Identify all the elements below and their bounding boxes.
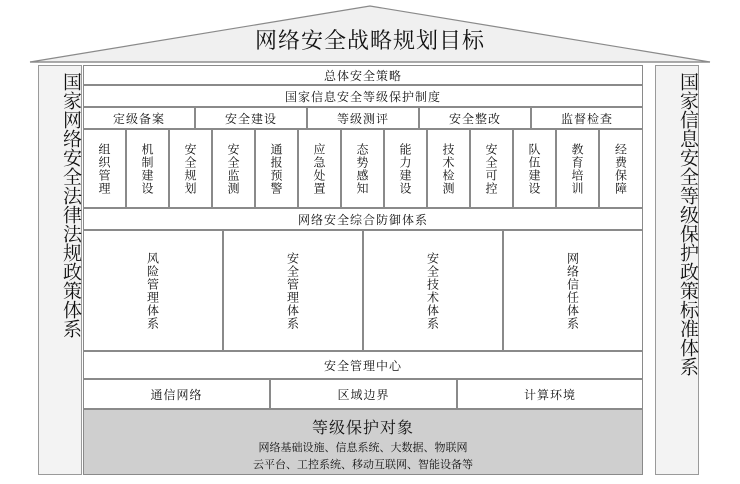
measure-label: 教育培训 bbox=[570, 142, 584, 195]
left-pillar-label: 国家网络安全法律法规政策体系 bbox=[60, 72, 82, 338]
subsystem-label: 安全技术体系 bbox=[425, 251, 440, 330]
measure-label: 应急处置 bbox=[312, 142, 326, 195]
right-pillar-label: 国家信息安全等级保护政策标准体系 bbox=[677, 72, 699, 376]
measure-label: 队伍建设 bbox=[527, 142, 541, 195]
protection-system: 国家信息安全等级保护制度 bbox=[83, 85, 643, 107]
subsystem-label: 网络信任体系 bbox=[565, 251, 580, 330]
measure-item bbox=[83, 129, 126, 208]
protected-objects-title: 等级保护对象 bbox=[311, 418, 414, 437]
overall-strategy: 总体安全策略 bbox=[83, 65, 643, 85]
subsystem-label: 安全管理体系 bbox=[285, 251, 300, 330]
measure-item bbox=[427, 129, 470, 208]
measure-label: 态势感知 bbox=[355, 142, 369, 195]
environment-item: 区域边界 bbox=[270, 379, 457, 409]
measure-item bbox=[513, 129, 556, 208]
measure-item bbox=[384, 129, 427, 208]
subsystem-item bbox=[363, 230, 503, 351]
subsystem-item bbox=[223, 230, 363, 351]
measure-label: 能力建设 bbox=[398, 142, 412, 195]
protected-objects bbox=[83, 409, 643, 475]
measure-item bbox=[298, 129, 341, 208]
protected-objects-line2: 云平台、工控系统、移动互联网、智能设备等 bbox=[253, 458, 473, 471]
phase-item: 定级备案 bbox=[83, 107, 195, 129]
measure-item bbox=[255, 129, 298, 208]
measure-label: 安全可控 bbox=[484, 142, 498, 195]
measure-item bbox=[169, 129, 212, 208]
right-pillar bbox=[655, 65, 699, 475]
measure-label: 机制建设 bbox=[140, 142, 154, 195]
phase-item: 监督检查 bbox=[531, 107, 643, 129]
environment-item: 通信网络 bbox=[83, 379, 270, 409]
measure-item bbox=[126, 129, 169, 208]
measure-item bbox=[470, 129, 513, 208]
protected-objects-line1: 网络基础设施、信息系统、大数据、物联网 bbox=[258, 441, 468, 454]
left-pillar bbox=[38, 65, 82, 475]
measure-label: 技术检测 bbox=[441, 142, 455, 195]
measure-item bbox=[341, 129, 384, 208]
measure-item bbox=[599, 129, 643, 208]
measure-label: 安全规划 bbox=[183, 142, 197, 195]
subsystem-label: 风险管理体系 bbox=[145, 251, 160, 330]
phase-item: 安全整改 bbox=[419, 107, 531, 129]
measure-label: 经费保障 bbox=[613, 142, 628, 195]
phase-item: 安全建设 bbox=[195, 107, 307, 129]
measure-item bbox=[212, 129, 255, 208]
measure-label: 安全监测 bbox=[226, 142, 240, 195]
measure-label: 组织管理 bbox=[97, 142, 111, 195]
roof-title: 网络安全战略规划目标 bbox=[254, 29, 485, 54]
management-center: 安全管理中心 bbox=[83, 351, 643, 379]
measure-label: 通报预警 bbox=[269, 142, 283, 195]
subsystem-item bbox=[503, 230, 643, 351]
phase-item: 等级测评 bbox=[307, 107, 419, 129]
environment-item: 计算环境 bbox=[457, 379, 643, 409]
defense-system: 网络安全综合防御体系 bbox=[83, 208, 643, 230]
measure-item bbox=[556, 129, 599, 208]
subsystem-item bbox=[83, 230, 223, 351]
